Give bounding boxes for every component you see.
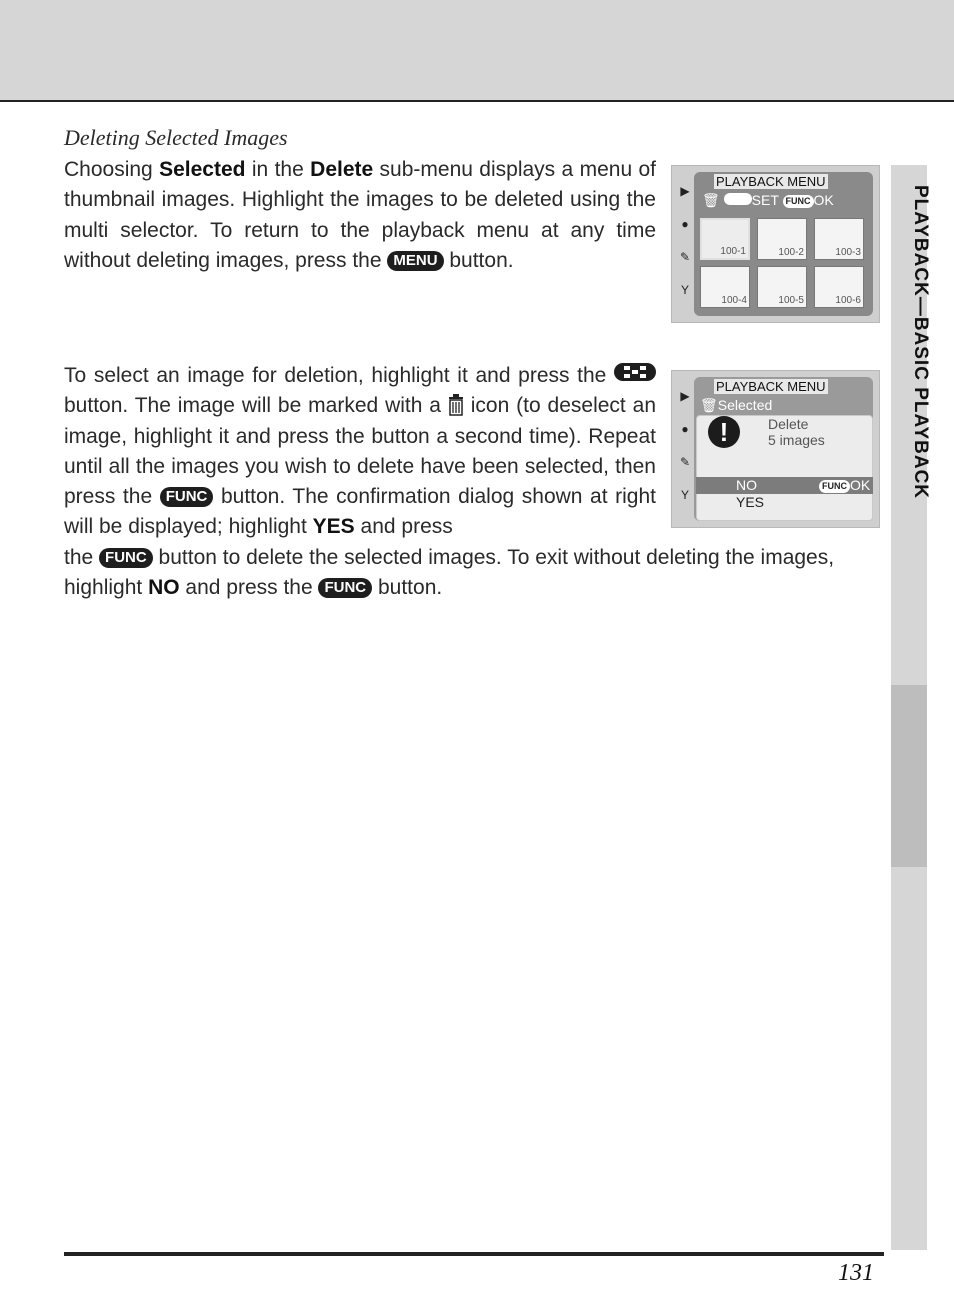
- menu-title: PLAYBACK MENU: [716, 174, 826, 189]
- wrench-icon: Y: [680, 283, 689, 297]
- thumbnail[interactable]: 100-5: [757, 266, 807, 308]
- thumbnail[interactable]: 100-6: [814, 266, 864, 308]
- page-number: 131: [838, 1260, 874, 1286]
- option-no[interactable]: NO: [736, 477, 757, 493]
- menu-side-icons: [678, 389, 694, 521]
- thumbnail[interactable]: 100-4: [700, 266, 750, 308]
- camera-icon: ●: [681, 217, 689, 231]
- camera-screen-thumbnails: [671, 165, 880, 323]
- camera-screen-confirm: [671, 370, 880, 528]
- menu-title: PLAYBACK MENU: [716, 379, 826, 394]
- option-yes[interactable]: YES: [736, 494, 765, 510]
- camera-icon: ●: [681, 422, 689, 436]
- func-icon: FUNC: [819, 480, 850, 493]
- trash-icon: [448, 394, 464, 416]
- func-icon: FUNC: [783, 195, 814, 208]
- func-button-icon: FUNC: [318, 578, 372, 598]
- chapter-tab-marker: [891, 685, 927, 867]
- grid-button-icon: [724, 193, 752, 205]
- thumbnail[interactable]: 100-3: [814, 218, 864, 260]
- chapter-tab-label: PLAYBACK—BASIC PLAYBACK: [910, 185, 931, 500]
- thumbnail[interactable]: 100-2: [757, 218, 807, 260]
- pencil-icon: ✎: [679, 455, 691, 469]
- chapter-tab-lower: [891, 867, 927, 1250]
- menu-button-icon: MENU: [387, 251, 443, 271]
- header-band: [0, 0, 954, 101]
- thumbnail-grid-button-icon: [614, 363, 656, 381]
- paragraph-2-continued: the FUNC button to delete the selected images. To exit without deleting the images, highlight NO and press the FUNC button.: [64, 546, 835, 600]
- pencil-icon: ✎: [679, 250, 691, 264]
- dialog-message: Delete 5 images: [768, 416, 825, 448]
- paragraph-2: To select an image for deletion, highlight it and press the button. The image will be marked with a icon (to deselect an image, highlight it and press the button a second time). Repeat until all the images you wish to delete have been selected, then press the FUNC button. The confirmation dialog shown at right will be displayed; highlight YES and press: [64, 364, 656, 539]
- thumbnail[interactable]: 100-1: [700, 218, 750, 260]
- wrench-icon: Y: [680, 488, 689, 502]
- func-button-icon: FUNC: [160, 487, 214, 507]
- playback-icon: ▶: [680, 184, 690, 198]
- func-button-icon: FUNC: [99, 548, 153, 568]
- submenu-title: 🗑Selected: [700, 397, 773, 413]
- playback-icon: ▶: [680, 389, 690, 403]
- paragraph-1: Choosing Selected in the Delete sub-menu displays a menu of thumbnail images. Highlight the images to be deleted using the multi selector. To return to the playback menu at any time without deleting images, press the MENU button.: [64, 158, 657, 272]
- warning-icon: !: [708, 416, 740, 448]
- footer-rule: [64, 1252, 884, 1256]
- header-rule: [0, 100, 954, 102]
- section-heading: Deleting Selected Images: [64, 125, 288, 150]
- screen-hint-bar: 🗑 SET FUNC OK: [702, 192, 834, 208]
- func-ok-hint: FUNC OK: [819, 478, 870, 493]
- menu-side-icons: [678, 184, 694, 316]
